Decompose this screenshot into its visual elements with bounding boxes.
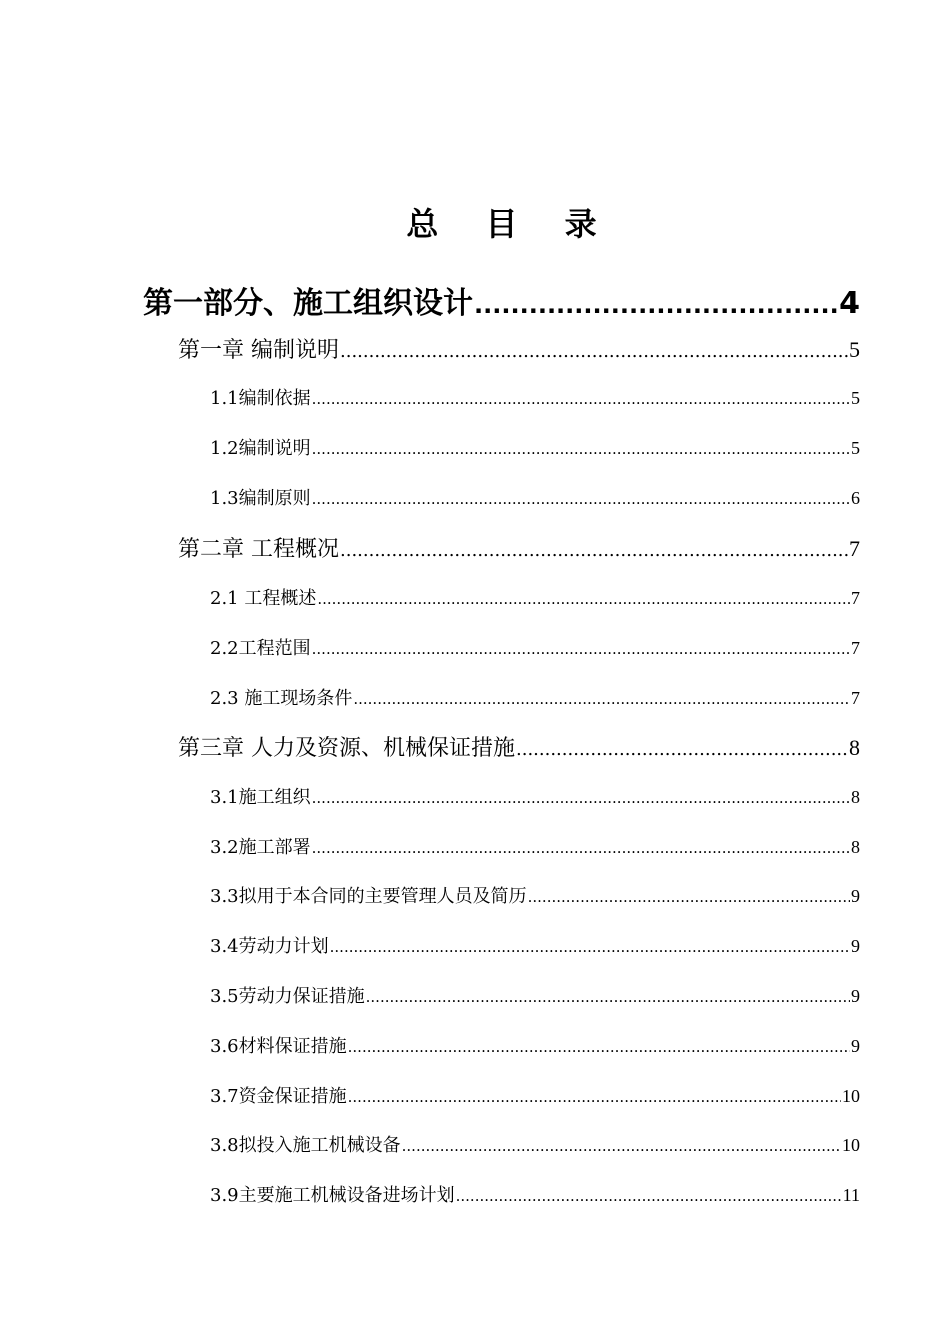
- dot-leader: [474, 291, 838, 319]
- toc-entry-label: 第一章 编制说明: [178, 338, 339, 363]
- toc-entry-page: 9: [851, 886, 860, 906]
- dot-leader: [317, 590, 850, 608]
- toc-entry-label: 1.1编制依据: [210, 388, 311, 409]
- toc-entry-label: 3.6材料保证措施: [210, 1036, 347, 1057]
- dot-leader: [366, 988, 850, 1006]
- toc-entry-label: 第二章 工程概况: [178, 537, 339, 562]
- toc-entry-label: 3.7资金保证措施: [210, 1086, 347, 1107]
- toc-entry-label: 3.2施工部署: [210, 837, 311, 858]
- toc-entry-section-2-1[interactable]: [210, 584, 860, 612]
- toc-entry-section-1-1[interactable]: [210, 384, 860, 412]
- toc-entry-label: 3.5劳动力保证措施: [210, 986, 365, 1007]
- dot-leader: [353, 690, 850, 708]
- toc-entry-section-3-8[interactable]: [210, 1131, 860, 1159]
- toc-entry-label: 2.3 施工现场条件: [210, 688, 353, 709]
- dot-leader: [312, 839, 850, 857]
- toc-entry-chapter-2[interactable]: [178, 532, 860, 564]
- toc-entry-part-1[interactable]: [143, 278, 860, 322]
- toc-entry-page: 10: [842, 1086, 860, 1106]
- toc-entry-page: 6: [851, 488, 860, 508]
- toc-entry-section-3-2[interactable]: [210, 833, 860, 861]
- toc-entry-page: 7: [851, 688, 860, 708]
- toc-entry-label: 2.2工程范围: [210, 638, 311, 659]
- toc-entry-label: 3.4劳动力计划: [210, 936, 329, 957]
- dot-leader: [456, 1187, 842, 1205]
- toc-entry-label: 3.8拟投入施工机械设备: [210, 1135, 401, 1156]
- toc-entry-page: 11: [842, 1185, 860, 1205]
- toc-entry-label: 3.1施工组织: [210, 787, 311, 808]
- toc-entry-section-3-6[interactable]: [210, 1032, 860, 1060]
- toc-entry-label: 2.1 工程概述: [210, 588, 317, 609]
- toc-entry-page: 10: [842, 1135, 860, 1155]
- toc-entry-section-3-4[interactable]: [210, 932, 860, 960]
- toc-entry-section-1-2[interactable]: [210, 434, 860, 462]
- dot-leader: [348, 1088, 841, 1106]
- toc-entry-chapter-3[interactable]: [178, 731, 860, 763]
- dot-leader: [402, 1137, 841, 1155]
- toc-entry-page: 9: [851, 1036, 860, 1056]
- toc-title: [0, 200, 950, 248]
- toc-entry-section-2-3[interactable]: [210, 684, 860, 712]
- toc-entry-section-3-1[interactable]: [210, 783, 860, 811]
- dot-leader: [348, 1038, 850, 1056]
- dot-leader: [340, 341, 848, 362]
- toc-entry-label: 1.2编制说明: [210, 438, 311, 459]
- toc-entry-section-1-3[interactable]: [210, 484, 860, 512]
- toc-entry-page: 5: [849, 337, 860, 362]
- toc-entry-page: 7: [851, 588, 860, 608]
- toc-title-char-2: 目: [485, 205, 518, 243]
- toc-title-char-1: 总: [406, 205, 439, 243]
- toc-title-char-3: 录: [564, 205, 597, 243]
- toc-entry-page: 9: [851, 936, 860, 956]
- dot-leader: [312, 440, 850, 458]
- toc-entry-label: 第一部分、施工组织设计: [143, 286, 473, 321]
- toc-entry-section-2-2[interactable]: [210, 634, 860, 662]
- toc-entry-section-3-3[interactable]: [210, 882, 860, 910]
- toc-entry-page: 7: [851, 638, 860, 658]
- toc-entry-chapter-1[interactable]: [178, 333, 860, 365]
- toc-entry-label: 3.9主要施工机械设备进场计划: [210, 1185, 455, 1206]
- toc-entry-section-3-7[interactable]: [210, 1082, 860, 1110]
- dot-leader: [528, 888, 850, 906]
- dot-leader: [312, 490, 850, 508]
- toc-entry-page: 7: [849, 536, 860, 561]
- toc-entry-page: 8: [851, 787, 860, 807]
- toc-entry-page: 4: [839, 286, 860, 321]
- toc-entry-label: 1.3编制原则: [210, 488, 311, 509]
- toc-entry-label: 3.3拟用于本合同的主要管理人员及简历: [210, 886, 527, 907]
- toc-entry-page: 5: [851, 438, 860, 458]
- toc-entry-section-3-5[interactable]: [210, 982, 860, 1010]
- dot-leader: [516, 739, 848, 760]
- dot-leader: [330, 938, 850, 956]
- toc-entry-page: 5: [851, 388, 860, 408]
- toc-entry-page: 8: [851, 837, 860, 857]
- dot-leader: [312, 390, 850, 408]
- toc-entry-page: 8: [849, 735, 860, 760]
- toc-entry-section-3-9[interactable]: [210, 1181, 860, 1209]
- dot-leader: [340, 540, 848, 561]
- dot-leader: [312, 640, 850, 658]
- dot-leader: [312, 789, 850, 807]
- toc-entry-page: 9: [851, 986, 860, 1006]
- toc-entry-label: 第三章 人力及资源、机械保证措施: [178, 736, 515, 761]
